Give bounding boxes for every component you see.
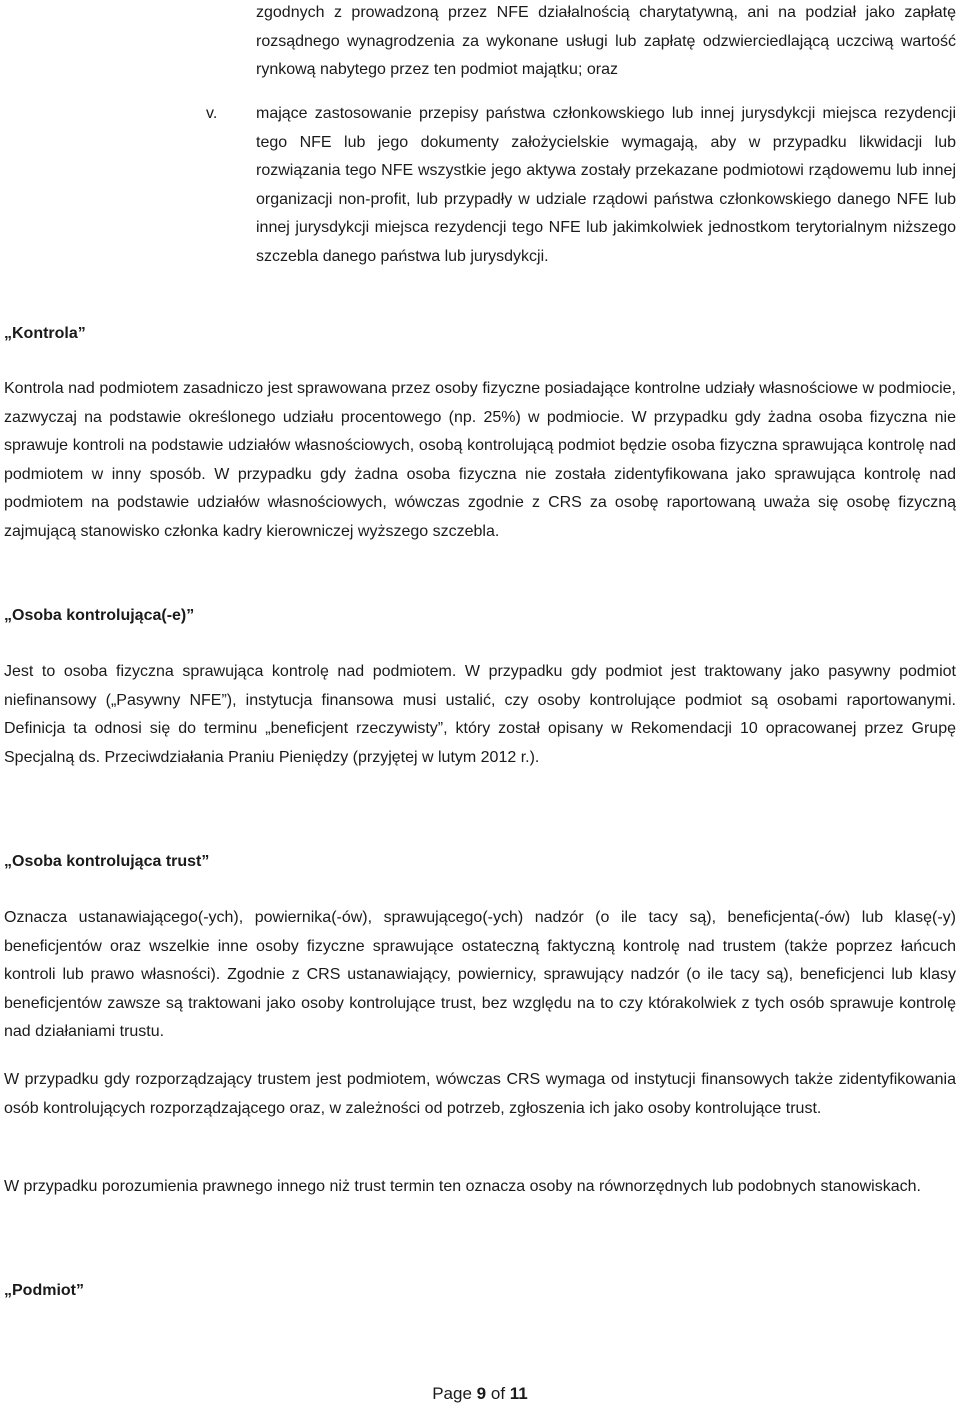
paragraph-osoba-kontrolujaca: Jest to osoba fizyczna sprawująca kontrolę nad podmiotem. W przypadku gdy podmiot jest traktowany jako pasywny podmiot niefinansowy („Pasywny NFE”), instytucja finansowa musi ustalić, czy osoby kontrolujące podmiot są osobami raportowanymi. Definicja ta odnosi się do terminu „beneficjent rzeczywisty”, który został opisany w Rekomendacji 10 opracowanej przez Grupę Specjalną ds. Przeciwdziałania Praniu Pieniędzy (przyjętej w lutym 2012 r.).: [4, 663, 956, 766]
heading-kontrola: „Kontrola”: [4, 325, 86, 342]
list-item-number: v.: [206, 105, 218, 122]
heading-osoba-kontrolujaca: „Osoba kontrolująca(-e)”: [4, 607, 195, 624]
footer-total-pages: 11: [509, 1384, 528, 1403]
heading-osoba-kontrolujaca-trust: „Osoba kontrolująca trust”: [4, 853, 210, 870]
paragraph-trust-settlor-entity: W przypadku gdy rozporządzający trustem jest podmiotem, wówczas CRS wymaga od instytucji finansowych także zidentyfikowania osób kontrolujących rozporządzającego oraz, w zależności od potrzeb, zgłoszenia ich jako osoby kontrolujące trust.: [4, 1071, 956, 1117]
page-footer: [0, 1384, 960, 1404]
paragraph-kontrola: Kontrola nad podmiotem zasadniczo jest sprawowana przez osoby fizyczne posiadające kontrolne udziały własnościowe w podmiocie, zazwyczaj na podstawie określonego udziału procentowego (np. 25%) w podmiocie. W przypadku gdy żadna osoba fizyczna nie sprawuje kontroli na podstawie udziałów własnościowych, osobą kontrolującą podmiot będzie osoba fizyczna sprawująca kontrolę nad podmiotem w inny sposób. W przypadku gdy żadna osoba fizyczna nie została zidentyfikowana jako sprawująca kontrolę nad podmiotem na podstawie udziałów własnościowych, wówczas zgodnie z CRS za osobę raportowaną uważa się osobę fizyczną zajmującą stanowisko członka kadry kierowniczej wyższego szczebla.: [4, 380, 956, 540]
list-item-text: mające zastosowanie przepisy państwa członkowskiego lub innej jurysdykcji miejsca rezydencji tego NFE lub jego dokumenty założycielskie wymagają, aby w przypadku likwidacji lub rozwiązania tego NFE wszystkie jego aktywa zostały przekazane podmiotowi rządowemu lub innej organizacji non-profit, lub przypadły w udziale rządowi państwa członkowskiego danego NFE lub innej jurysdykcji miejsca rezydencji tego NFE lub jakimkolwiek jednostkom terytorialnym niższego szczebla danego państwa lub jurysdykcji.: [256, 105, 956, 265]
continuation-paragraph: zgodnych z prowadzoną przez NFE działalnością charytatywną, ani na podział jako zapłatę rozsądnego wynagrodzenia za wykonane usługi lub zapłatę odzwierciedlającą uczciwą wartość rynkową nabytego przez ten podmiot majątku; oraz: [256, 4, 956, 78]
paragraph-trust-definition: Oznacza ustanawiającego(-ych), powiernika(-ów), sprawującego(-ych) nadzór (o ile tacy są), beneficjenta(-ów) lub klasę(-y) beneficjentów oraz wszelkie inne osoby fizyczne sprawujące ostateczną faktyczną kontrolę nad trustem (także poprzez łańcuch kontroli lub prawo własności). Zgodnie z CRS ustanawiający, powiernicy, sprawujący nadzór (o ile tacy są), beneficjenci lub klasy beneficjentów zawsze są traktowani jako osoby kontrolujące trust, bez względu na to czy którakolwiek z tych osób sprawuje kontrolę nad działaniami trustu.: [4, 909, 956, 1040]
footer-page-number: 9: [476, 1384, 487, 1403]
footer-page-label: Page: [432, 1384, 472, 1403]
footer-of-label: of: [490, 1384, 506, 1403]
heading-podmiot: „Podmiot”: [4, 1282, 84, 1299]
paragraph-trust-legal-arrangement: W przypadku porozumienia prawnego innego niż trust termin ten oznacza osoby na równorzędnych lub podobnych stanowiskach.: [4, 1178, 921, 1195]
